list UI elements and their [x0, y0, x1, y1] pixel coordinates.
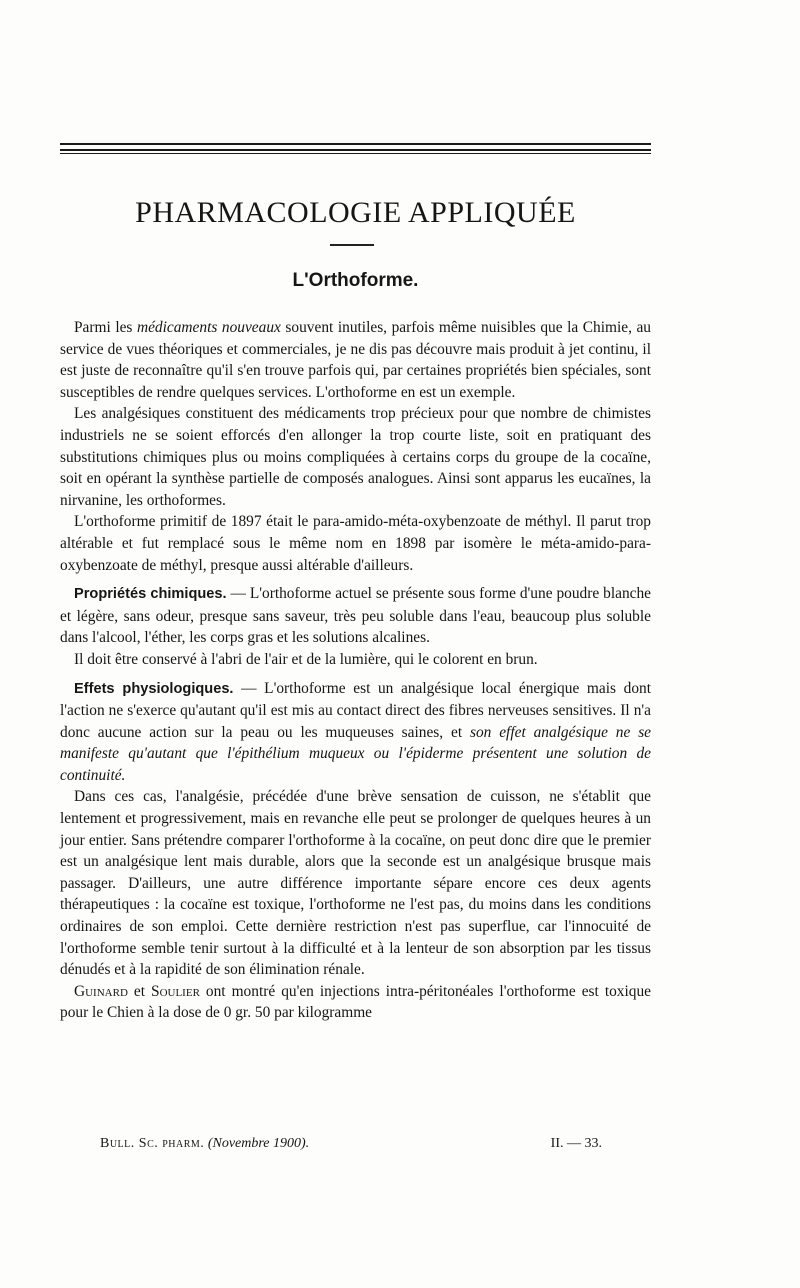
text: Parmi les [74, 319, 137, 336]
paragraph: Dans ces cas, l'analgésie, précédée d'une brève sensation de cuisson, ne s'établit que lentement et progressivement, mais en revanche elle peut se prolonger de quelques heures à un jour entier. Sans prétendre comparer l'orthoforme à la cocaïne, on peut donc dire que le premier est un analgésique lent mais durable, alors que la seconde est un analgésique brusque mais passager. D'ailleurs, une autre différence importante sépare encore ces deux agents thérapeutiques : la cocaïne est toxique, l'orthoforme ne l'est pas, du moins dans les conditions ordinaires de son emploi. Cette dernière restriction n'est pas superflue, car l'innocuité de l'orthoforme semble tenir surtout à la difficulté et à la lenteur de son absorption par les tissus dénudés et à la rapidité de son élimination rénale. [60, 788, 651, 979]
top-rule [60, 153, 651, 154]
title-divider [330, 244, 374, 246]
section-title: PHARMACOLOGIE APPLIQUÉE [135, 196, 576, 229]
author-name: Guinard [74, 982, 128, 1000]
paragraph [60, 981, 651, 1024]
author-name: Soulier [151, 982, 200, 1000]
text: — L'orthoforme actuel se présente sous forme d'une poudre blanche et légère, sans odeur, presque sans saveur, très peu soluble dans l'eau, beaucoup plus soluble dans l'alcool, l'éther, les corps gras et les solutions alcalines. [60, 585, 652, 647]
paragraph: L'orthoforme primitif de 1897 était le para-amido-méta-oxybenzoate de méthyl. Il parut trop altérable et fut remplacé sous le même nom en 1898 par isomère le méta-amido-para-oxybenzoate de méthyl, presque aussi altérable d'ailleurs. [60, 513, 651, 574]
paragraph [60, 317, 651, 403]
top-rule [60, 149, 651, 151]
page-footer [100, 1136, 602, 1152]
paragraph-heading: Effets physiologiques. [74, 680, 234, 697]
article-body [60, 317, 651, 1024]
paragraph [60, 583, 651, 649]
paragraph: Il doit être conservé à l'abri de l'air et de la lumière, qui le colorent en brun. [74, 650, 538, 668]
paragraph: Les analgésiques constituent des médicaments trop précieux pour que nombre de chimistes industriels ne se soient efforcés d'en allonger la trop courte liste, soit en pratiquant des substitutions chimiques plus ou moins compliquées à certains corps du groupe de la cocaïne, soit en opérant la synthèse partielle de composés analogues. Ainsi sont apparus les eucaïnes, la nirvanine, les orthoformes. [60, 405, 651, 509]
text: ont montré qu'en injections intra-péritonéales l'orthoforme est toxique pour le Chien à la dose de 0 gr. 50 par kilogramme [60, 982, 651, 1022]
page-number: II. — 33. [550, 1136, 602, 1151]
text: — L'orthoforme est un analgésique local énergique mais dont l'action ne s'exerce qu'autant qu'il est mis au contact direct des fibres nerveuses sensitives. Il n'a donc aucune action sur la peau ou les muqueuses saines, et [60, 679, 652, 741]
text: et [127, 982, 152, 1000]
issue-date: (Novembre 1900). [207, 1136, 310, 1151]
article-title: L'Orthoforme. [292, 270, 419, 291]
italic-text: médicaments nouveaux [136, 319, 281, 336]
text: souvent inutiles, parfois même nuisibles que la Chimie, au service de vues théoriques et commerciales, je ne dis pas découvre mais produit à jet continu, il est juste de reconnaître qu'il s'en trouve parfois qui, par certaines propriétés bien spéciales, sont susceptibles de rendre quelques services. L'orthoforme en est un exemple. [60, 319, 652, 401]
paragraph [60, 678, 651, 787]
top-rule [60, 143, 651, 145]
paragraph-heading: Propriétés chimiques. [74, 586, 227, 603]
footer-citation [100, 1136, 309, 1152]
journal-name: Bull. Sc. pharm. [100, 1136, 205, 1151]
italic-text: son effet analgésique ne se manifeste qu'autant que l'épithélium muqueux ou l'épiderme présentent une solution de continuité. [60, 723, 652, 784]
